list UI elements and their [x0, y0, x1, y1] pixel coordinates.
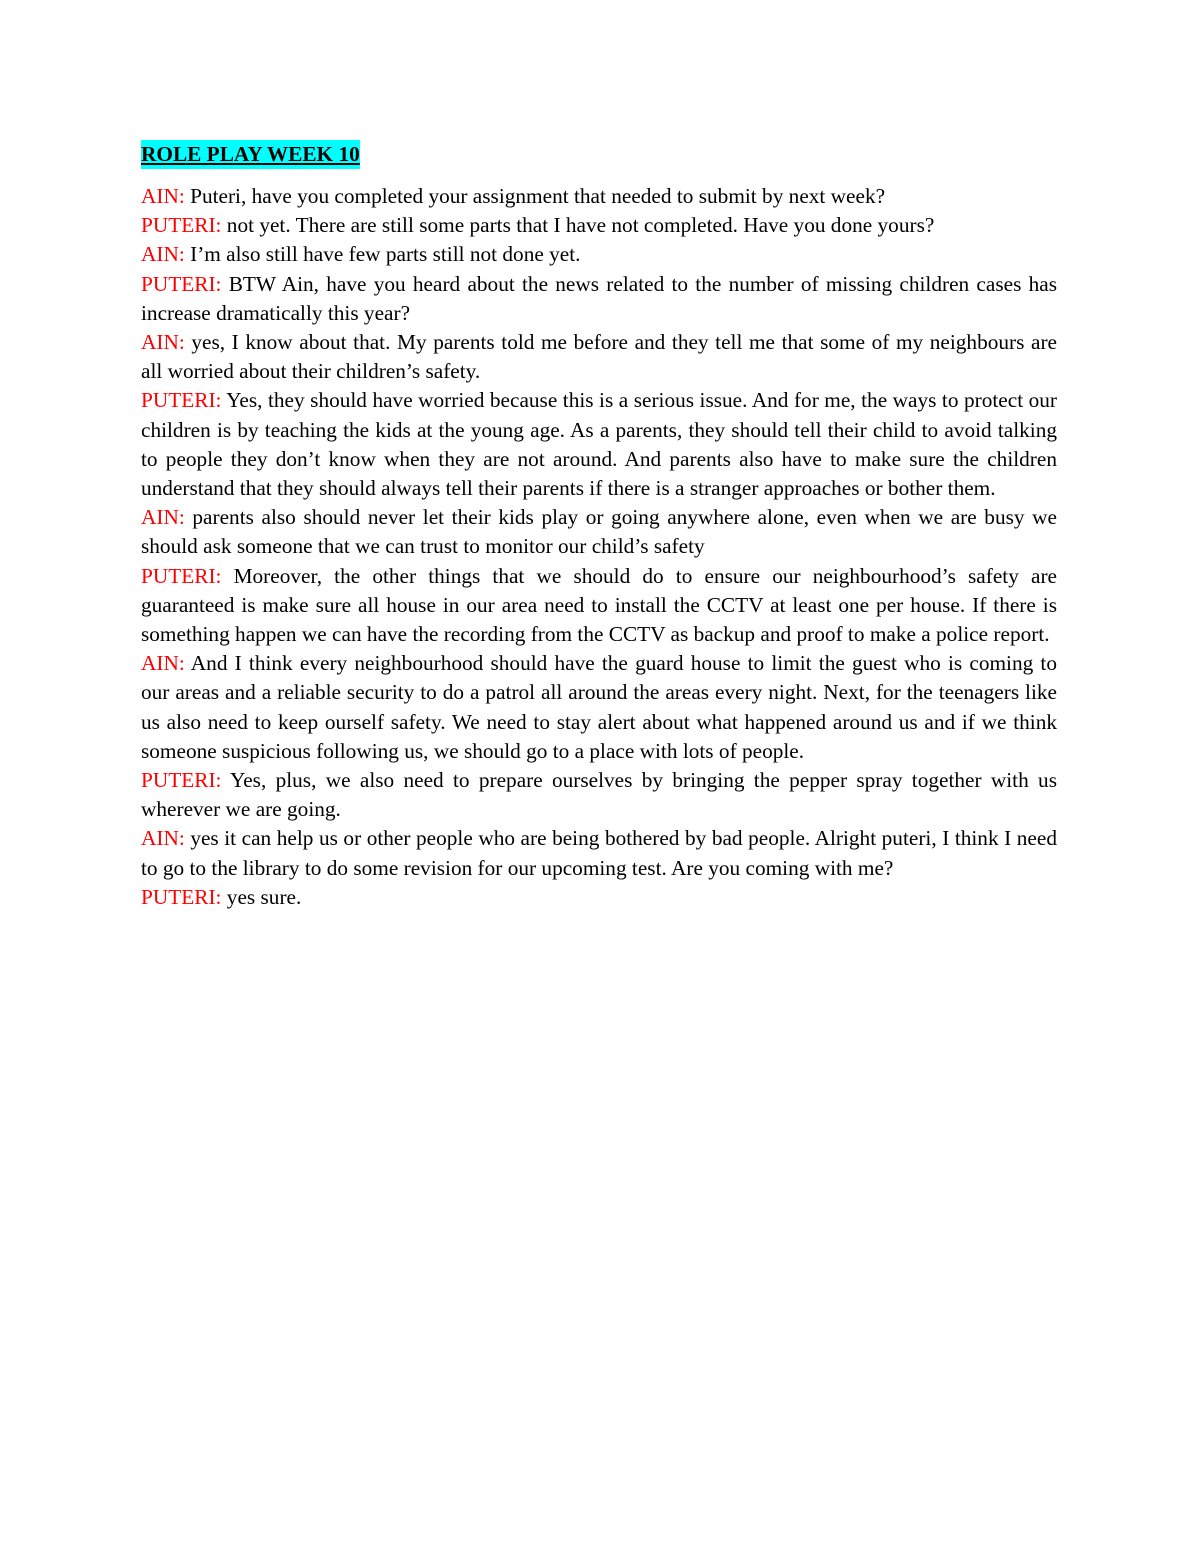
dialogue-text: Yes, they should have worried because this is a serious issue. And for me, the ways to protect our children is by teaching the kids at the young age. As a parents, they should tell their child to avoid talking to people they don’t know when they are not around. And parents also have to make sure the children understand that they should always tell their parents if there is a stranger approaches or bother them.: [141, 388, 1057, 501]
dialogue-text: yes it can help us or other people who are being bothered by bad people. Alright puteri, I think I need to go to the library to do some revision for our upcoming test. Are you coming with me?: [141, 826, 1057, 880]
speaker-label: AIN:: [141, 330, 185, 355]
dialogue-text: not yet. There are still some parts that I have not completed. Have you done yours?: [221, 213, 935, 238]
dialogue-text: Moreover, the other things that we should do to ensure our neighbourhood’s safety are guaranteed is make sure all house in our area need to install the CCTV at least one per house. If there is something happen we can have the recording from the CCTV as backup and proof to make a police report.: [141, 563, 1057, 647]
speaker-label: AIN:: [141, 242, 185, 267]
speaker-label: PUTERI:: [141, 271, 222, 296]
speaker-label: AIN:: [141, 505, 185, 530]
speaker-label: PUTERI:: [141, 563, 222, 588]
dialogue-line: [141, 328, 1057, 386]
dialogue-line: [141, 240, 1057, 269]
dialogue-text: yes sure.: [221, 884, 302, 909]
title-line: [141, 140, 1057, 182]
dialogue-line: [141, 649, 1057, 766]
dialogue-text: Yes, plus, we also need to prepare ourselves by bringing the pepper spray together with us wherever we are going.: [141, 768, 1057, 822]
dialogue-text: BTW Ain, have you heard about the news related to the number of missing children cases has increase dramatically this year?: [141, 271, 1057, 325]
dialogue-line: [141, 824, 1057, 882]
dialogue-line: [141, 766, 1057, 824]
document-title: ROLE PLAY WEEK 10: [141, 140, 360, 169]
dialogue-line: [141, 883, 1057, 912]
speaker-label: PUTERI:: [141, 388, 222, 413]
dialogue-text: And I think every neighbourhood should have the guard house to limit the guest who is coming to our areas and a reliable security to do a patrol all around the areas every night. Next, for the teenagers like us also need to keep ourself safety. We need to stay alert about what happened around us and if we think someone suspicious following us, we should go to a place with lots of people.: [141, 651, 1057, 763]
speaker-label: AIN:: [141, 651, 185, 676]
speaker-label: AIN:: [141, 184, 185, 208]
speaker-label: PUTERI:: [141, 768, 222, 793]
dialogue-line: [141, 270, 1057, 328]
document-body: [141, 140, 1057, 912]
dialogue-text: I’m also still have few parts still not done yet.: [184, 242, 581, 267]
dialogue-text: Puteri, have you completed your assignment that needed to submit by next week?: [184, 184, 886, 208]
dialogue-line: [141, 182, 1057, 211]
speaker-label: AIN:: [141, 826, 185, 851]
dialogue-text: parents also should never let their kids play or going anywhere alone, even when we are busy we should ask someone that we can trust to monitor our child’s safety: [141, 505, 1057, 559]
dialogue-text: yes, I know about that. My parents told me before and they tell me that some of my neighbours are all worried about their children’s safety.: [141, 330, 1057, 384]
speaker-label: PUTERI:: [141, 213, 222, 238]
dialogue-line: [141, 503, 1057, 561]
speaker-label: PUTERI:: [141, 884, 222, 909]
dialogue-line: [141, 211, 1057, 240]
dialogue-line: [141, 386, 1057, 503]
dialogue-line: [141, 562, 1057, 650]
